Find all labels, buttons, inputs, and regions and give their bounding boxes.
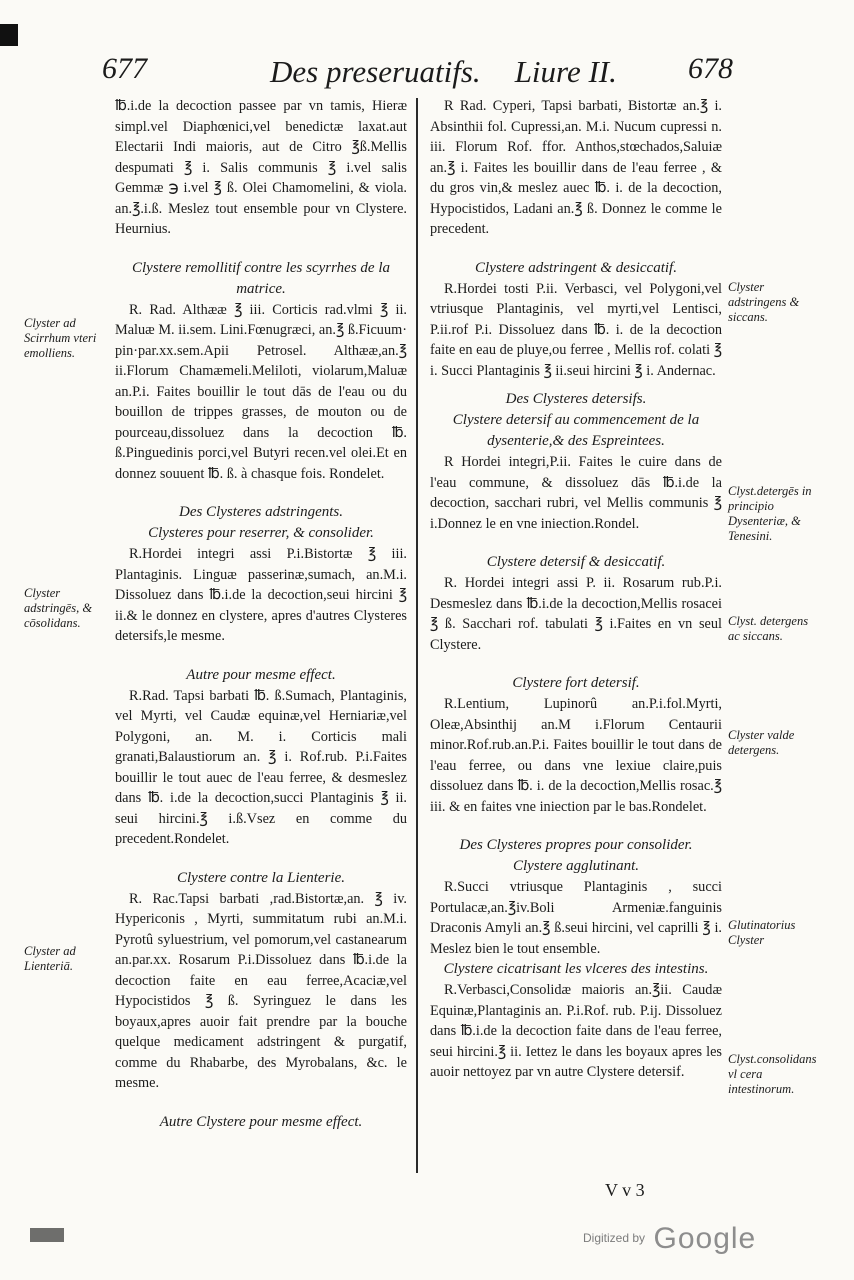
paragraph: R.Hordei integri assi P.i.Bistortæ ℥ iii. Plantaginis. Linguæ passerinæ,sumach, an.M.i. Dissoluez dans ℔.i.de la decoction,seui hircini ℥ ii.& le donnez en clystere, apres d'autres Clysteres detersifs,le mesme.: [115, 546, 407, 644]
section-heading: Des Clysteres adstringents.: [178, 504, 344, 520]
paragraph: R.Succi vtriusque Plantaginis , succi Portulacæ,an.℥iv.Boli Armeniæ.fanguinis Draconis Amyli an.℥ ß.seui hircini, vel caprilli ℥ i. Meslez bien le tout ensemble.: [430, 879, 722, 957]
signature-mark: V v 3: [605, 1180, 645, 1200]
margin-note-right: Clyst. detergens ac siccans.: [728, 614, 809, 643]
section-heading: Clystere cicatrisant les vlceres des intestins.: [443, 961, 709, 977]
paragraph: R. Rad. Althææ ℥ iii. Corticis rad.vlmi ℥ ii. Maluæ M. ii.sem. Lini.Fœnugræci, an.℥ ß.Ficuum· pin·par.xx.sem.Apii Petrosel. Althææ,an.℥ ii.Florum Chamæmeli.Meliloti, violarum,Maluæ an.P.i. Faites bouillir le tout dās de l'eau ou du bouillon de trippes grasses, de mouton ou de pourceau,dissoluez dans la decoction ℔. ß.Pinguedinis porci,vel Butyri recen.vel olei.Et en donnez souuent ℔. ß. à chasque fois. Rondelet.: [115, 301, 407, 482]
section-heading: Clystere detersif au commencement de la dysenterie,& des Espreintees.: [452, 412, 700, 449]
running-title-text: Des preseruatifs.: [270, 54, 481, 89]
section-heading: Des Clysteres detersifs.: [505, 391, 647, 407]
paragraph: R.Lentium, Lupinorû an.P.i.fol.Myrti, Oleæ,Absinthij an.M i.Florum Centaurii minor.Rof.rub.an.P.i. Faites bouillir le tout dans de l'eau ferree, ou dans vne lexiue claire,puis dissoluez dans ℔. i. de la decoction,Mellis rosac.℥ iii. & en faites vne iniection par le bas.Rondelet.: [430, 696, 722, 815]
margin-note-left: Clyster adstringēs, & cōsolidans.: [24, 586, 93, 630]
margin-note-left: Clyster ad Lienteriā.: [24, 944, 76, 973]
scan-edge-bottom: [30, 1228, 64, 1242]
margin-note-left: Clyster ad Scirrhum vteri emolliens.: [24, 316, 97, 360]
margin-note-right: Clyster valde detergens.: [728, 728, 795, 757]
column-divider: [416, 98, 418, 1173]
page-number-left: 677: [102, 52, 147, 85]
section-heading: Clystere detersif & desiccatif.: [486, 554, 666, 570]
paragraph: R Hordei integri,P.ii. Faites le cuire dans de l'eau commune, & dissoluez dās ℔.i.de la decoction, sacchari rubri, vel Mellis communis ℥ i.Donnez le en vne iniection.Rondel.: [430, 454, 722, 532]
margin-note-right: Clyst.detergēs in principio Dysenteriæ, & Tenesini.: [728, 484, 812, 543]
paragraph: R.Hordei tosti P.ii. Verbasci, vel Polygoni,vel vtriusque Plantaginis, vel myrti,vel Lentisci, P.ii.rof P.i. Dissoluez dans ℔. i. de la decoction faite en eau de pluye,ou ferree , Mellis rof. colati ℥ i. Succi Plantaginis ℥ ii.seui hircini ℥ i. Andernac.: [430, 280, 722, 379]
section-heading: Autre pour mesme effect.: [186, 666, 336, 683]
paragraph: R Rad. Cyperi, Tapsi barbati, Bistortæ an.℥ i. Absinthii fol. Cupressi,an. M.i. Nucum cupressi n. iii. Florum Rof. ffor. Anthos,stœchados,Saluiæ an.℥ i. Faites les bouillir dans de l'eau ferree , & du gros vin,& meslez auec ℔. i. de la decoction, Hypocistidos, Ladani an.℥ ß. Donnez le comme le precedent.: [430, 98, 722, 237]
section-heading: Autre Clystere pour mesme effect.: [159, 1113, 363, 1130]
section-heading: Clystere remollitif contre les scyrrhes de la matrice.: [131, 259, 390, 297]
right-column: [430, 96, 722, 1083]
margin-note-right: Clyst.consolidans vl cera intestinorum.: [728, 1052, 817, 1096]
section-heading: Clystere adstringent & desiccatif.: [475, 259, 677, 276]
page-number-right: 678: [688, 52, 733, 85]
paragraph: R. Rac.Tapsi barbati ,rad.Bistortæ,an. ℥ iv. Hypericonis , Myrti, summitatum rubi an.M.i. Pyrotû syluestrium, vel pomorum,vel castanearum an.par.xx. Rosarum P.i.Dissoluez dans ℔.i.de la decoction faite en eau ferree,Acaciæ,vel Hypocistidos ℥ ß. Syringuez le dans les boyaux,apres auoir fait prendre par la bouche quelque medicament adstringent & purgatif, comme du Rhabarbe, des Myrobalans, &c. le mesme.: [115, 890, 407, 1091]
left-column: [115, 96, 407, 1133]
paragraph: R.Rad. Tapsi barbati ℔. ß.Sumach, Plantaginis, vel Myrti, vel Caudæ equinæ,vel Herniariæ,vel Polygoni, an. M. i. Corticis mali granati,Balaustiorum an. ℥ i. Rof.rub. P.i.Faites bouillir le tout auec de l'eau ferree, & desmeslez dans ℔. i.de la decoction,succi Plantaginis ℥ ii. seui hircini.℥ i.ß.Vsez en comme du precedent.Rondelet.: [115, 687, 407, 847]
google-logo: Google: [653, 1222, 757, 1255]
page-header: [0, 52, 854, 102]
digitized-footer: [583, 1222, 756, 1256]
digitized-label: Digitized by: [583, 1231, 646, 1245]
running-book: Liure II.: [514, 54, 617, 89]
paragraph: R. Hordei integri assi P. ii. Rosarum rub.P.i. Desmeslez dans ℔.i.de la decoction,Mellis rosacei ℥ ß. Sacchari rof. tabulati ℥ i.Faites en vn seul Clystere.: [430, 575, 722, 653]
section-heading: Clystere fort detersif.: [512, 675, 640, 691]
running-title: [270, 54, 617, 90]
section-heading: Clystere agglutinant.: [512, 858, 640, 874]
section-heading: Clysteres pour reserrer, & consolider.: [148, 525, 374, 541]
margin-note-right: Glutinatorius Clyster: [728, 918, 796, 947]
margin-note-right: Clyster adstringens & siccans.: [728, 280, 800, 324]
section-heading: Des Clysteres propres pour consolider.: [459, 837, 693, 853]
scan-edge-top: [0, 24, 18, 46]
section-heading: Clystere contre la Lienterie.: [176, 869, 346, 886]
paragraph: R.Verbasci,Consolidæ maioris an.℥ii. Caudæ Equinæ,Plantaginis an. P.i.Rof. rub. P.ij. Dissoluez dans ℔.i.de la decoction faite dans de l'eau ferree, seui hircini.℥ ii. Iettez le dans les boyaux apres les auoir nettoyez par vn autre Clystere detersif.: [430, 982, 722, 1080]
paragraph: ℔.i.de la decoction passee par vn tamis, Hieræ simpl.vel Diaphœnici,vel benedictæ laxat.aut Electarii Indi maioris, aut de Citro ℥ß.Mellis despumati ℥ i. Salis communis ℥ i.vel salis Gemmæ ℈ i.vel ℥ ß. Olei Chamomelini, & viola. an.℥.i.ß. Meslez tout ensemble pour vn Clystere. Heurnius.: [115, 98, 407, 237]
